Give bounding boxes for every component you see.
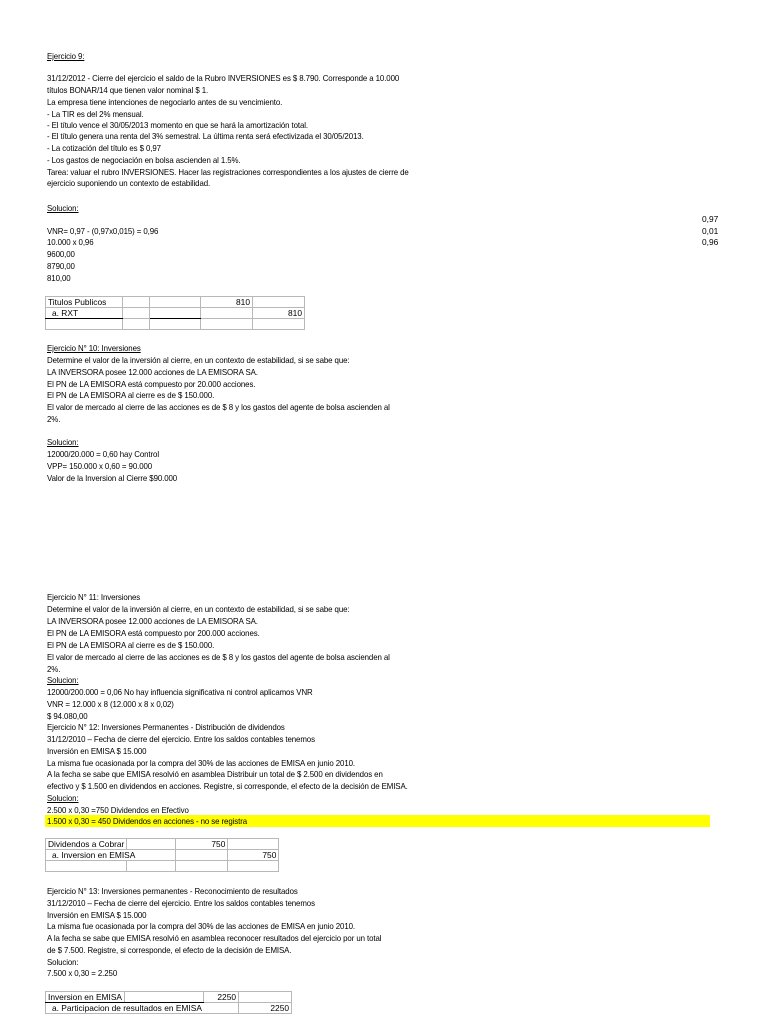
- ej9-line: - La cotización del título es $ 0,97: [47, 143, 161, 153]
- table-row: [46, 850, 279, 861]
- ej11-line: El PN de LA EMISORA está compuesto por 200.000 acciones.: [47, 628, 260, 638]
- ej9-line: - El título genera una renta del 3% semestral. La última renta será efectivizada el 30/05/2013.: [47, 131, 364, 141]
- ej9-right-value: 0,96: [702, 237, 719, 247]
- ej11-line: 2%.: [47, 664, 61, 674]
- ej11-solution-line: VNR = 12.000 x 8 (12.000 x 8 x 0,02): [47, 699, 174, 709]
- table-row: [46, 861, 279, 872]
- ej13-journal-table: [45, 991, 292, 1014]
- table-cell: 810: [253, 308, 305, 319]
- ej12-line: Inversión en EMISA $ 15.000: [47, 746, 147, 756]
- table-cell: Dividendos a Cobrar: [46, 839, 127, 850]
- table-row: [46, 297, 305, 308]
- ej12-line: efectivo y $ 1.500 en dividendos en acciones. Registre, si corresponde, el efecto de la decisión de EMISA.: [47, 781, 408, 791]
- table-cell: a. RXT: [46, 308, 123, 319]
- ej9-right-value: 0,01: [702, 226, 719, 236]
- ej11-line: LA INVERSORA posee 12.000 acciones de LA EMISORA SA.: [47, 616, 258, 626]
- table-cell: [253, 297, 305, 308]
- table-cell: [127, 861, 176, 872]
- ej12-solution-title: Solucion:: [47, 793, 79, 803]
- ej9-solution-line: 10.000 x 0,96: [47, 237, 94, 247]
- ej10-line: LA INVERSORA posee 12.000 acciones de LA EMISORA SA.: [47, 367, 258, 377]
- table-cell: Titulos Publicos: [46, 297, 123, 308]
- ej11-solution-line: $ 94.080,00: [47, 711, 88, 721]
- table-cell: [228, 839, 279, 850]
- table-cell: [127, 839, 176, 850]
- ej10-solution-line: Valor de la Inversion al Cierre $90.000: [47, 473, 178, 483]
- ej12-title: Ejercicio N° 12: Inversiones Permanentes - Distribución de dividendos: [47, 722, 285, 732]
- table-cell: [123, 308, 150, 319]
- table-cell: [123, 319, 150, 330]
- ej9-solution-line: 8790,00: [47, 261, 75, 271]
- table-row: [46, 992, 292, 1003]
- table-cell: 750: [228, 850, 279, 861]
- ej11-line: Determine el valor de la inversión al cierre, en un contexto de estabilidad, si se sabe que:: [47, 604, 350, 614]
- ej9-solution-line: 810,00: [47, 273, 71, 283]
- ej12-highlighted-line: 1.500 x 0,30 = 450 Dividendos en acciones - no se registra: [47, 816, 248, 826]
- ej10-solution-line: 12000/20.000 = 0,60 hay Control: [47, 449, 159, 459]
- table-cell: [239, 992, 292, 1003]
- table-cell: Inversion en EMISA: [46, 992, 125, 1003]
- ej9-solution-title: Solucion:: [47, 203, 79, 213]
- ej13-solution-title: Solucion:: [47, 957, 79, 967]
- ej12-line: La misma fue ocasionada por la compra del 30% de las acciones de EMISA en junio 2010.: [47, 758, 355, 768]
- ej9-line: - El título vence el 30/05/2013 momento en que se hará la amortización total.: [47, 120, 309, 130]
- ej10-line: El valor de mercado al cierre de las acciones es de $ 8 y los gastos del agente de bolsa ascienden al: [47, 402, 390, 412]
- table-cell: 2250: [239, 1003, 292, 1014]
- table-cell: [201, 308, 253, 319]
- table-cell: [150, 308, 201, 319]
- ej10-title: Ejercicio N° 10: Inversiones: [47, 343, 141, 353]
- ej9-line: - Los gastos de negociación en bolsa ascienden al 1.5%.: [47, 155, 241, 165]
- ej9-line: ejercicio suponiendo un contexto de estabilidad.: [47, 178, 211, 188]
- ej11-solution-title: Solucion:: [47, 675, 79, 685]
- ej9-journal-table: [45, 296, 305, 330]
- table-row: [46, 308, 305, 319]
- ej13-solution-line: 7.500 x 0,30 = 2.250: [47, 968, 118, 978]
- table-cell: [176, 861, 228, 872]
- ej12-line: 31/12/2010 – Fecha de cierre del ejercicio. Entre los saldos contables tenemos: [47, 734, 315, 744]
- ej9-title: Ejercicio 9:: [47, 51, 85, 61]
- ej9-line: La empresa tiene intenciones de negociarlo antes de su vencimiento.: [47, 97, 283, 107]
- ej9-solution-line: VNR= 0,97 - (0,97x0,015) = 0,96: [47, 226, 159, 236]
- table-cell: [150, 297, 201, 308]
- ej13-title: Ejercicio N° 13: Inversiones permanentes - Reconocimiento de resultados: [47, 886, 298, 896]
- ej9-line: - La TIR es del 2% mensual.: [47, 109, 144, 119]
- table-cell: a. Participacion de resultados en EMISA: [46, 1003, 239, 1014]
- table-cell: [201, 319, 253, 330]
- ej12-line: A la fecha se sabe que EMISA resolvió en asamblea Distribuir un total de $ 2.500 en dividendos en: [47, 769, 383, 779]
- table-cell: [176, 850, 228, 861]
- ej9-line: títulos BONAR/14 que tienen valor nominal $ 1.: [47, 85, 209, 95]
- ej13-line: de $ 7.500. Registre, si corresponde, el efecto de la decisión de EMISA.: [47, 945, 292, 955]
- table-cell: 810: [201, 297, 253, 308]
- table-row: [46, 1003, 292, 1014]
- ej9-right-value: 0,97: [702, 214, 719, 224]
- ej13-line: 31/12/2010 – Fecha de cierre del ejercicio. Entre los saldos contables tenemos: [47, 898, 315, 908]
- ej10-line: El PN de LA EMISORA está compuesto por 20.000 acciones.: [47, 379, 256, 389]
- table-cell: [150, 319, 201, 330]
- table-row: [46, 319, 305, 330]
- ej10-solution-title: Solucion:: [47, 437, 79, 447]
- ej9-solution-line: 9600,00: [47, 249, 75, 259]
- table-row: [46, 839, 279, 850]
- ej9-line: 31/12/2012 - Cierre del ejercicio el saldo de la Rubro INVERSIONES es $ 8.790. Corresponde a 10.000: [47, 73, 400, 83]
- ej10-line: Determine el valor de la inversión al cierre, en un contexto de estabilidad, si se sabe que:: [47, 355, 350, 365]
- table-cell: [46, 861, 127, 872]
- table-cell: 2250: [204, 992, 239, 1003]
- table-cell: [125, 992, 204, 1003]
- table-cell: [46, 319, 123, 330]
- ej11-title: Ejercicio N° 11: Inversiones: [47, 592, 141, 602]
- table-cell: [253, 319, 305, 330]
- table-cell: [228, 861, 279, 872]
- ej11-line: El PN de LA EMISORA al cierre es de $ 150.000.: [47, 640, 215, 650]
- table-cell: [123, 297, 150, 308]
- ej12-solution-line: 2.500 x 0,30 =750 Dividendos en Efectivo: [47, 805, 189, 815]
- ej9-line: Tarea: valuar el rubro INVERSIONES. Hacer las registraciones correspondientes a los ajustes de cierre de: [47, 167, 409, 177]
- ej13-line: Inversión en EMISA $ 15.000: [47, 910, 147, 920]
- ej11-solution-line: 12000/200.000 = 0,06 No hay influencia significativa ni control aplicamos VNR: [47, 687, 313, 697]
- ej13-line: La misma fue ocasionada por la compra del 30% de las acciones de EMISA en junio 2010.: [47, 921, 355, 931]
- ej10-solution-line: VPP= 150.000 x 0,60 = 90.000: [47, 461, 153, 471]
- ej10-line: El PN de LA EMISORA al cierre es de $ 150.000.: [47, 390, 215, 400]
- table-cell: a. Inversion en EMISA: [46, 850, 176, 861]
- ej11-line: El valor de mercado al cierre de las acciones es de $ 8 y los gastos del agente de bolsa ascienden al: [47, 652, 390, 662]
- ej12-journal-table: [45, 838, 279, 872]
- ej10-line: 2%.: [47, 414, 61, 424]
- ej13-line: A la fecha se sabe que EMISA resolvió en asamblea reconocer resultados del ejercicio por un total: [47, 933, 382, 943]
- table-cell: 750: [176, 839, 228, 850]
